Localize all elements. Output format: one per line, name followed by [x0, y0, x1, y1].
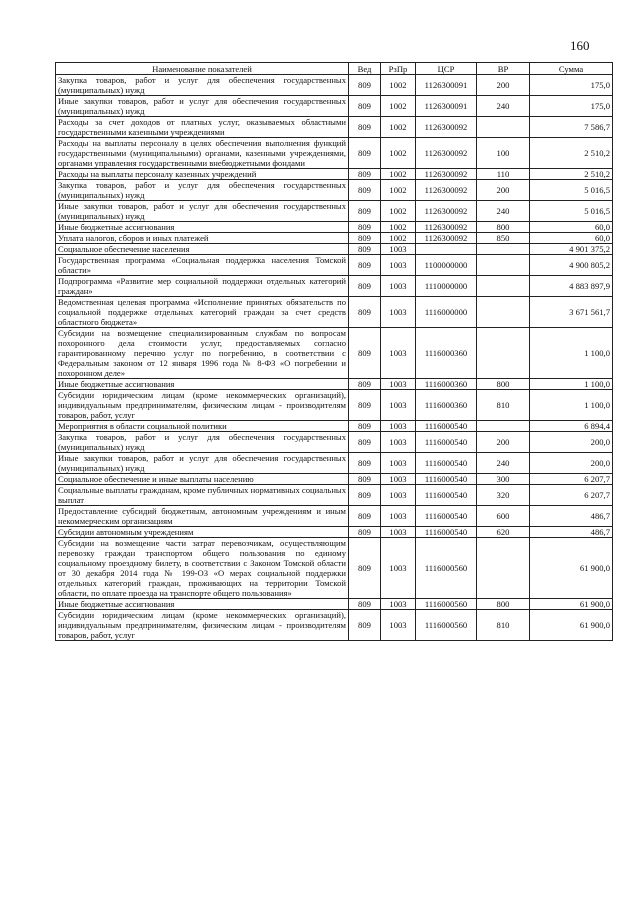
table-row	[56, 138, 613, 169]
table-row	[56, 328, 613, 379]
cell-rzpr: 1002	[381, 180, 416, 201]
cell-name: Иные закупки товаров, работ и услуг для обеспечения государственных (муниципальных) нужд	[56, 453, 349, 474]
cell-csr: 1116000540	[416, 432, 477, 453]
cell-ved: 809	[349, 527, 381, 538]
table-row	[56, 244, 613, 255]
cell-ved: 809	[349, 244, 381, 255]
cell-ved: 809	[349, 180, 381, 201]
cell-name: Субсидии автономным учреждениям	[56, 527, 349, 538]
cell-csr: 1126300091	[416, 96, 477, 117]
cell-rzpr: 1003	[381, 610, 416, 641]
cell-csr: 1126300092	[416, 169, 477, 180]
cell-vr: 800	[477, 222, 530, 233]
cell-vr	[477, 538, 530, 599]
table-row	[56, 421, 613, 432]
cell-name: Расходы на выплаты персоналу казенных учреждений	[56, 169, 349, 180]
cell-vr	[477, 244, 530, 255]
cell-ved: 809	[349, 233, 381, 244]
cell-rzpr: 1003	[381, 506, 416, 527]
table-row	[56, 180, 613, 201]
cell-sum: 200,0	[530, 453, 613, 474]
table-row	[56, 233, 613, 244]
cell-name: Иные закупки товаров, работ и услуг для обеспечения государственных (муниципальных) нужд	[56, 201, 349, 222]
table-row	[56, 610, 613, 641]
header-vr: ВР	[477, 63, 530, 75]
cell-ved: 809	[349, 297, 381, 328]
header-ved: Вед	[349, 63, 381, 75]
cell-name: Подпрограмма «Развитие мер социальной поддержки отдельных категорий граждан»	[56, 276, 349, 297]
cell-csr: 1116000540	[416, 485, 477, 506]
cell-csr: 1116000360	[416, 390, 477, 421]
cell-vr	[477, 276, 530, 297]
cell-vr	[477, 421, 530, 432]
cell-sum: 3 671 561,7	[530, 297, 613, 328]
cell-name: Социальное обеспечение и иные выплаты населению	[56, 474, 349, 485]
cell-vr: 620	[477, 527, 530, 538]
cell-name: Иные бюджетные ассигнования	[56, 599, 349, 610]
cell-ved: 809	[349, 201, 381, 222]
cell-name: Государственная программа «Социальная поддержка населения Томской области»	[56, 255, 349, 276]
cell-sum: 6 207,7	[530, 474, 613, 485]
table-row	[56, 379, 613, 390]
table-row	[56, 222, 613, 233]
cell-ved: 809	[349, 599, 381, 610]
cell-rzpr: 1002	[381, 222, 416, 233]
cell-vr: 240	[477, 201, 530, 222]
cell-vr: 800	[477, 379, 530, 390]
cell-sum: 4 900 805,2	[530, 255, 613, 276]
table-row	[56, 75, 613, 96]
cell-name: Закупка товаров, работ и услуг для обеспечения государственных (муниципальных) нужд	[56, 180, 349, 201]
cell-rzpr: 1003	[381, 328, 416, 379]
cell-rzpr: 1003	[381, 390, 416, 421]
cell-vr: 810	[477, 390, 530, 421]
cell-rzpr: 1003	[381, 474, 416, 485]
cell-ved: 809	[349, 75, 381, 96]
cell-sum: 5 016,5	[530, 180, 613, 201]
cell-vr	[477, 255, 530, 276]
cell-vr: 110	[477, 169, 530, 180]
cell-sum: 7 586,7	[530, 117, 613, 138]
cell-ved: 809	[349, 169, 381, 180]
cell-rzpr: 1003	[381, 421, 416, 432]
cell-vr: 300	[477, 474, 530, 485]
cell-sum: 4 883 897,9	[530, 276, 613, 297]
cell-csr: 1116000000	[416, 297, 477, 328]
cell-csr: 1126300092	[416, 201, 477, 222]
cell-ved: 809	[349, 117, 381, 138]
cell-name: Субсидии на возмещение специализированным службам по вопросам похоронного дела стоимости услуг, предоставляемых согласно гарантированному перечню услуг по погребению, в соответствии с Федеральным законом от 12 января 1996 года № 8-ФЗ «О погребении и похоронном деле»	[56, 328, 349, 379]
cell-vr: 800	[477, 599, 530, 610]
cell-name: Ведомственная целевая программа «Исполнение принятых обязательств по социальной поддержке отдельных категорий граждан за счет средств областного бюджета»	[56, 297, 349, 328]
cell-ved: 809	[349, 138, 381, 169]
cell-vr: 600	[477, 506, 530, 527]
cell-csr: 1126300092	[416, 117, 477, 138]
cell-csr: 1116000560	[416, 610, 477, 641]
cell-sum: 486,7	[530, 506, 613, 527]
header-csr: ЦСР	[416, 63, 477, 75]
table-body	[56, 75, 613, 641]
table-row	[56, 390, 613, 421]
cell-rzpr: 1002	[381, 233, 416, 244]
cell-vr	[477, 297, 530, 328]
cell-sum: 60,0	[530, 233, 613, 244]
cell-csr: 1116000540	[416, 506, 477, 527]
cell-rzpr: 1003	[381, 527, 416, 538]
cell-csr: 1126300092	[416, 233, 477, 244]
cell-rzpr: 1003	[381, 453, 416, 474]
cell-rzpr: 1003	[381, 485, 416, 506]
cell-sum: 2 510,2	[530, 138, 613, 169]
cell-sum: 1 100,0	[530, 328, 613, 379]
cell-rzpr: 1003	[381, 255, 416, 276]
cell-sum: 5 016,5	[530, 201, 613, 222]
cell-ved: 809	[349, 255, 381, 276]
cell-csr: 1110000000	[416, 276, 477, 297]
cell-name: Социальные выплаты гражданам, кроме публичных нормативных социальных выплат	[56, 485, 349, 506]
cell-vr: 200	[477, 75, 530, 96]
page-number: 160	[570, 38, 590, 53]
cell-ved: 809	[349, 96, 381, 117]
cell-csr: 1126300092	[416, 222, 477, 233]
cell-ved: 809	[349, 485, 381, 506]
cell-name: Иные бюджетные ассигнования	[56, 379, 349, 390]
cell-name: Расходы за счет доходов от платных услуг, оказываемых областными государственными казенными учреждениями	[56, 117, 349, 138]
cell-name: Закупка товаров, работ и услуг для обеспечения государственных (муниципальных) нужд	[56, 432, 349, 453]
table-row	[56, 599, 613, 610]
cell-vr: 850	[477, 233, 530, 244]
cell-rzpr: 1002	[381, 96, 416, 117]
cell-vr: 100	[477, 138, 530, 169]
cell-rzpr: 1003	[381, 432, 416, 453]
cell-csr: 1116000540	[416, 453, 477, 474]
cell-sum: 6 894,4	[530, 421, 613, 432]
cell-ved: 809	[349, 276, 381, 297]
cell-name: Расходы на выплаты персоналу в целях обеспечения выполнения функций государственными (муниципальными) органами, казенными учреждениями, органами управления государственными внебюджетными фондами	[56, 138, 349, 169]
cell-rzpr: 1002	[381, 117, 416, 138]
table-row	[56, 538, 613, 599]
table-row	[56, 117, 613, 138]
cell-vr: 810	[477, 610, 530, 641]
cell-ved: 809	[349, 222, 381, 233]
cell-csr: 1126300092	[416, 180, 477, 201]
cell-name: Уплата налогов, сборов и иных платежей	[56, 233, 349, 244]
cell-vr: 240	[477, 96, 530, 117]
cell-name: Субсидии на возмещение части затрат перевозчикам, осуществляющим перевозку граждан транспортом общего пользования по единому социальному проездному билету, в соответствии с Законом Томской области от 30 декабря 2014 года № 199-ОЗ «О мерах социальной поддержки отдельных категорий граждан, проживающих на территории Томской области, по оплате проезда на транспорте общего пользования»	[56, 538, 349, 599]
cell-ved: 809	[349, 328, 381, 379]
cell-name: Закупка товаров, работ и услуг для обеспечения государственных (муниципальных) нужд	[56, 75, 349, 96]
cell-sum: 60,0	[530, 222, 613, 233]
table-row	[56, 474, 613, 485]
cell-sum: 175,0	[530, 96, 613, 117]
cell-rzpr: 1002	[381, 75, 416, 96]
cell-sum: 61 900,0	[530, 599, 613, 610]
budget-table	[55, 62, 613, 641]
cell-sum: 175,0	[530, 75, 613, 96]
cell-csr: 1116000540	[416, 527, 477, 538]
cell-sum: 6 207,7	[530, 485, 613, 506]
cell-vr	[477, 328, 530, 379]
cell-rzpr: 1003	[381, 379, 416, 390]
table-row	[56, 96, 613, 117]
cell-rzpr: 1002	[381, 169, 416, 180]
cell-ved: 809	[349, 506, 381, 527]
cell-sum: 1 100,0	[530, 379, 613, 390]
cell-rzpr: 1003	[381, 297, 416, 328]
table-row	[56, 527, 613, 538]
cell-rzpr: 1003	[381, 244, 416, 255]
cell-sum: 61 900,0	[530, 610, 613, 641]
cell-sum: 1 100,0	[530, 390, 613, 421]
cell-csr: 1116000540	[416, 474, 477, 485]
cell-rzpr: 1002	[381, 138, 416, 169]
header-rzpr: РзПр	[381, 63, 416, 75]
cell-ved: 809	[349, 432, 381, 453]
header-sum: Сумма	[530, 63, 613, 75]
table-row	[56, 201, 613, 222]
cell-name: Субсидии юридическим лицам (кроме некоммерческих организаций), индивидуальным предпринимателям, физическим лицам - производителям товаров, работ, услуг	[56, 390, 349, 421]
cell-name: Субсидии юридическим лицам (кроме некоммерческих организаций), индивидуальным предпринимателям, физическим лицам - производителям товаров, работ, услуг	[56, 610, 349, 641]
cell-vr: 200	[477, 432, 530, 453]
table-row	[56, 432, 613, 453]
cell-csr: 1100000000	[416, 255, 477, 276]
cell-csr: 1116000560	[416, 599, 477, 610]
cell-vr: 240	[477, 453, 530, 474]
cell-ved: 809	[349, 390, 381, 421]
cell-vr: 200	[477, 180, 530, 201]
cell-ved: 809	[349, 474, 381, 485]
cell-sum: 61 900,0	[530, 538, 613, 599]
table-row	[56, 169, 613, 180]
cell-csr	[416, 244, 477, 255]
table-row	[56, 453, 613, 474]
cell-ved: 809	[349, 421, 381, 432]
cell-csr: 1116000560	[416, 538, 477, 599]
cell-ved: 809	[349, 379, 381, 390]
cell-ved: 809	[349, 538, 381, 599]
table-row	[56, 297, 613, 328]
header-name: Наименование показателей	[56, 63, 349, 75]
cell-csr: 1116000360	[416, 379, 477, 390]
cell-rzpr: 1003	[381, 276, 416, 297]
cell-ved: 809	[349, 610, 381, 641]
cell-rzpr: 1003	[381, 538, 416, 599]
cell-name: Иные закупки товаров, работ и услуг для обеспечения государственных (муниципальных) нужд	[56, 96, 349, 117]
cell-name: Социальное обеспечение населения	[56, 244, 349, 255]
cell-ved: 809	[349, 453, 381, 474]
cell-rzpr: 1003	[381, 599, 416, 610]
cell-csr: 1116000360	[416, 328, 477, 379]
cell-vr: 320	[477, 485, 530, 506]
table-row	[56, 506, 613, 527]
cell-csr: 1116000540	[416, 421, 477, 432]
table-row	[56, 255, 613, 276]
cell-rzpr: 1002	[381, 201, 416, 222]
cell-name: Предоставление субсидий бюджетным, автономным учреждениям и иным некоммерческим организациям	[56, 506, 349, 527]
cell-vr	[477, 117, 530, 138]
cell-sum: 200,0	[530, 432, 613, 453]
cell-csr: 1126300092	[416, 138, 477, 169]
cell-csr: 1126300091	[416, 75, 477, 96]
table-row	[56, 485, 613, 506]
cell-name: Иные бюджетные ассигнования	[56, 222, 349, 233]
cell-name: Мероприятия в области социальной политики	[56, 421, 349, 432]
cell-sum: 2 510,2	[530, 169, 613, 180]
cell-sum: 4 901 375,2	[530, 244, 613, 255]
cell-sum: 486,7	[530, 527, 613, 538]
table-row	[56, 276, 613, 297]
table-header-row	[56, 63, 613, 75]
